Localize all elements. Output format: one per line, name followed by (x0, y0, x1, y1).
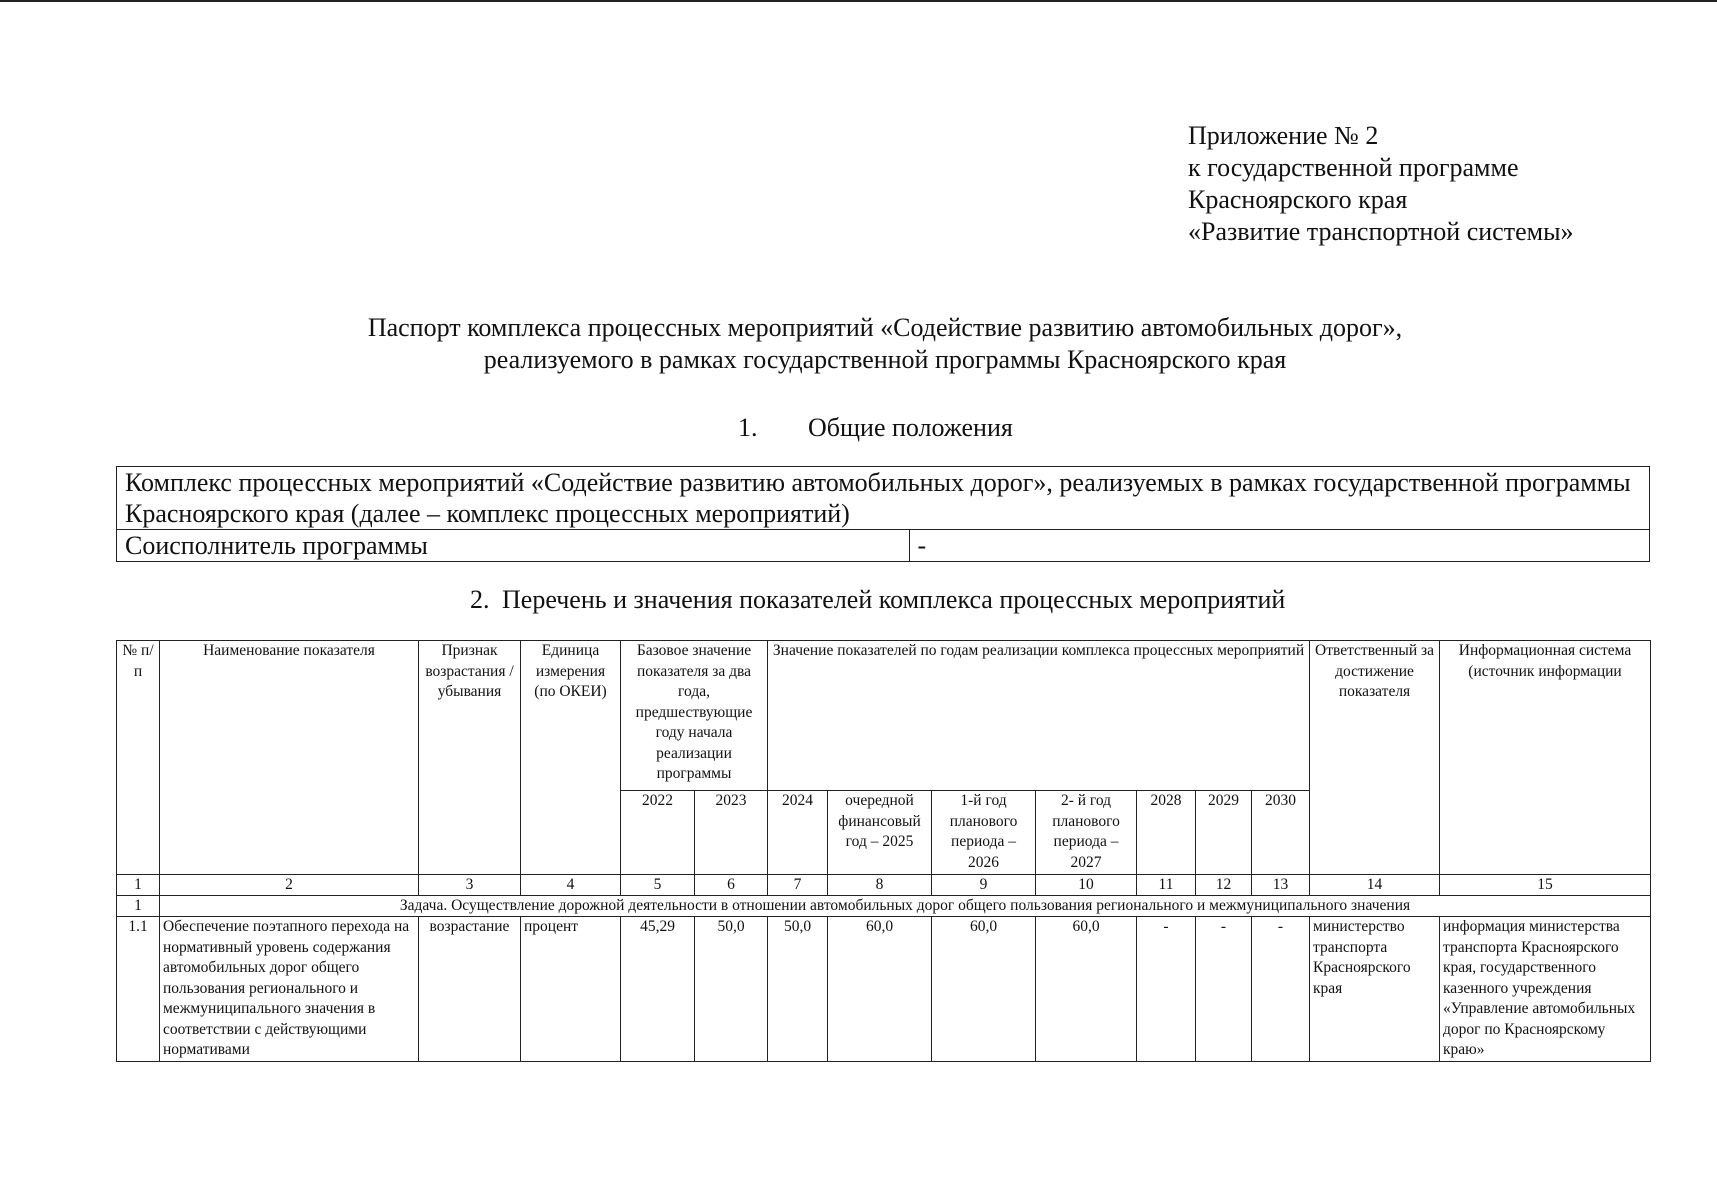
header-year-2030: 2030 (1252, 791, 1310, 875)
appendix-line-1: Приложение № 2 (1188, 121, 1379, 150)
value-2030: - (1252, 917, 1310, 1062)
column-number: 12 (1196, 875, 1252, 896)
column-number: 8 (828, 875, 932, 896)
header-num: № п/п (117, 641, 160, 875)
column-number: 3 (419, 875, 521, 896)
value-2024: 50,0 (768, 917, 828, 1062)
header-year-2025: очередной финансовый год – 2025 (828, 791, 932, 875)
column-number: 11 (1137, 875, 1196, 896)
coexecutor-label: Соисполнитель программы (117, 530, 910, 562)
title-line-1: Паспорт комплекса процессных мероприятий «Содействие развитию автомобильных дорог», (367, 313, 1403, 342)
value-2029: - (1196, 917, 1252, 1062)
indicator-sign: возрастание (419, 917, 521, 1062)
responsible-org: министерство транспорта Красноярского края (1310, 917, 1440, 1062)
header-year-2028: 2028 (1137, 791, 1196, 875)
header-values: Значение показателей по годам реализации комплекса процессных мероприятий (768, 641, 1310, 791)
column-numbers-row (117, 875, 1651, 896)
column-number: 14 (1310, 875, 1440, 896)
column-number: 9 (932, 875, 1036, 896)
appendix-block (1188, 120, 1688, 248)
column-number: 15 (1440, 875, 1651, 896)
section-2-heading (470, 584, 1285, 616)
column-number: 13 (1252, 875, 1310, 896)
column-number: 7 (768, 875, 828, 896)
value-2023: 50,0 (695, 917, 768, 1062)
complex-description-cell: Комплекс процессных мероприятий «Содействие развитию автомобильных дорог», реализуемых в рамках государственной программы Красноярского края (далее – комплекс процессных мероприятий) (117, 467, 1650, 530)
section-1-heading (738, 412, 1013, 444)
title-line-2: реализуемого в рамках государственной программы Красноярского края (483, 345, 1287, 374)
header-sign: Признак возрастания / убывания (419, 641, 521, 875)
header-year-2023: 2023 (695, 791, 768, 875)
page-top-border (0, 0, 1717, 2)
value-2025: 60,0 (828, 917, 932, 1062)
row-number: 1.1 (117, 917, 160, 1062)
info-source: информация министерства транспорта Красноярского края, государственного казенного учреждения «Управление автомобильных дорог по Красноярскому краю» (1440, 917, 1651, 1062)
value-2028: - (1137, 917, 1196, 1062)
indicator-unit: процент (521, 917, 621, 1062)
column-number: 2 (160, 875, 419, 896)
task-row (117, 896, 1651, 917)
value-2022: 45,29 (621, 917, 695, 1062)
section-2-title: Перечень и значения показателей комплекса процессных мероприятий (502, 585, 1286, 614)
column-number: 4 (521, 875, 621, 896)
section-1-title: Общие положения (808, 413, 1013, 442)
general-provisions-table (116, 466, 1650, 562)
header-info: Информационная система (источник информации (1440, 641, 1651, 875)
header-year-2024: 2024 (768, 791, 828, 875)
header-year-2022: 2022 (621, 791, 695, 875)
section-1-number: 1. (738, 413, 758, 442)
column-number: 10 (1036, 875, 1137, 896)
header-responsible: Ответственный за достижение показателя (1310, 641, 1440, 875)
appendix-line-2: к государственной программе (1188, 153, 1519, 182)
header-year-2029: 2029 (1196, 791, 1252, 875)
column-number: 5 (621, 875, 695, 896)
indicator-name: Обеспечение поэтапного перехода на нормативный уровень содержания автомобильных дорог общего пользования регионального и межмуниципального значения в соответствии с действующими нормативами (160, 917, 419, 1062)
value-2026: 60,0 (932, 917, 1036, 1062)
column-number: 1 (117, 875, 160, 896)
header-unit: Единица измерения (по ОКЕИ) (521, 641, 621, 875)
indicators-table (116, 640, 1651, 1062)
appendix-line-4: «Развитие транспортной системы» (1188, 217, 1574, 246)
value-2027: 60,0 (1036, 917, 1137, 1062)
document-title (220, 312, 1550, 376)
header-base: Базовое значение показателя за два года, предшествующие году начала реализации программы (621, 641, 768, 791)
column-number: 6 (695, 875, 768, 896)
task-number: 1 (117, 896, 160, 917)
header-name: Наименование показателя (160, 641, 419, 875)
table-row (117, 917, 1651, 1062)
coexecutor-value: - (909, 530, 1649, 562)
task-text: Задача. Осуществление дорожной деятельности в отношении автомобильных дорог общего пользования регионального и межмуниципального значения (160, 896, 1651, 917)
appendix-line-3: Красноярского края (1188, 185, 1408, 214)
section-2-number: 2. (470, 585, 490, 614)
header-year-2027: 2- й год планового периода – 2027 (1036, 791, 1137, 875)
header-year-2026: 1-й год планового периода – 2026 (932, 791, 1036, 875)
